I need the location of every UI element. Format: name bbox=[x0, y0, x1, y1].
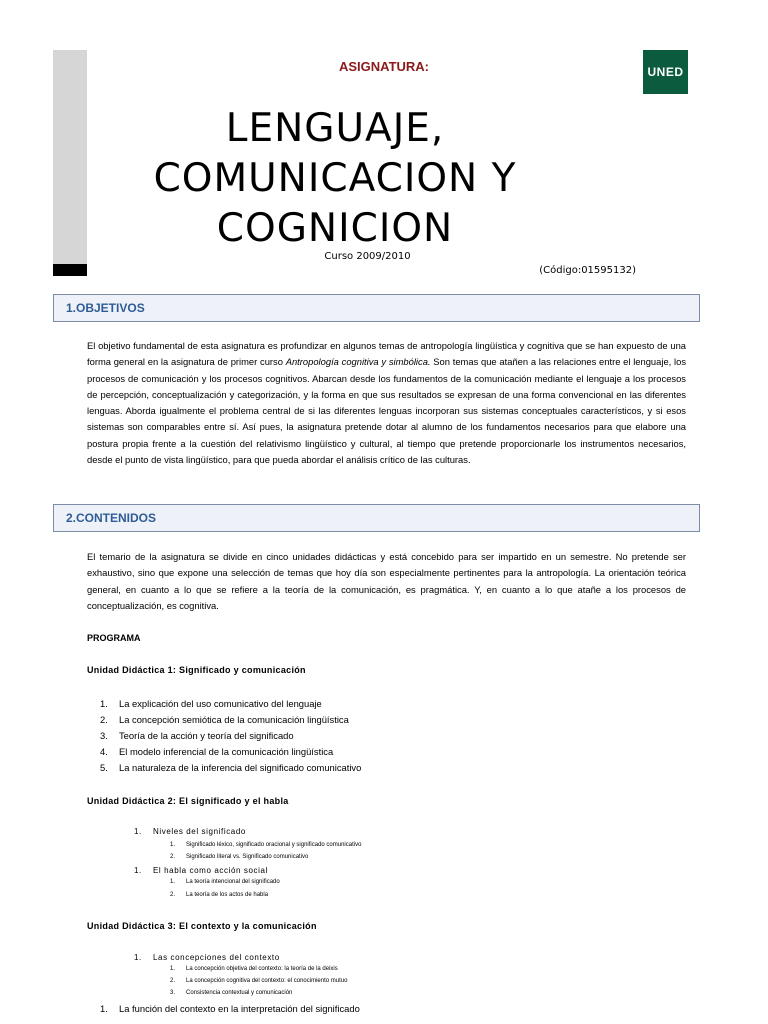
title-line: LENGUAJE, bbox=[225, 106, 445, 151]
unit-1-list bbox=[100, 696, 361, 776]
sub-list-item: 2. La teoría de los actos de habla bbox=[170, 892, 269, 898]
list-item-text: La concepción objetiva del contexto: la teoría de la deixis bbox=[186, 966, 338, 972]
list-item-text: La teoría de los actos de habla bbox=[186, 892, 269, 898]
course-title bbox=[150, 104, 520, 254]
list-item-text: La teoría intencional del significado bbox=[186, 879, 280, 885]
list-item-text: La naturaleza de la inferencia del significado comunicativo bbox=[119, 762, 362, 773]
unit-2-title: Unidad Didáctica 2: El significado y el habla bbox=[87, 796, 289, 806]
sub-list-item: 2. Significado literal vs. Significado comunicativo bbox=[170, 854, 309, 860]
decorative-black-bar bbox=[53, 264, 87, 276]
list-item-text: Consistencia contextual y comunicación bbox=[186, 990, 293, 996]
asignatura-label: ASIGNATURA: bbox=[338, 59, 430, 74]
sub-list-item: 1. La concepción objetiva del contexto: la teoría de la deixis bbox=[170, 966, 338, 972]
sub-list-item: 2. La concepción cognitiva del contexto: el conocimiento mutuo bbox=[170, 978, 348, 984]
list-item: 1. Niveles del significado bbox=[134, 827, 246, 836]
list-item-text: Niveles del significado bbox=[153, 827, 246, 836]
programa-heading: PROGRAMA bbox=[87, 633, 141, 643]
sub-list-item: 1. Significado léxico, significado oracional y significado comunicativo bbox=[170, 842, 362, 848]
list-item-text: La concepción cognitiva del contexto: el conocimiento mutuo bbox=[186, 978, 348, 984]
list-item-text: La explicación del uso comunicativo del lenguaje bbox=[119, 698, 322, 709]
list-item: 1. El habla como acción social bbox=[134, 866, 268, 875]
paragraph-text: Son temas que atañen a las relaciones entre el lenguaje, los procesos de comunicación y los procesos cognitivos. Abarcan desde los fundamentos de la comunicación mediante el lenguaje a los procesos de percepción, conceptualización y categorización, y la forma en que sus resultados se expresan de una forma convencional en las diferentes lenguas. Aborda igualmente el problema central de si las diferentes lenguas incorporan sus sistemas conceptuales característicos, y si esos sistemas son comparables entre sí. Así pues, la asignatura pretende dotar al alumno de los fundamentos necesarios para que elabore una postura propia frente a la cuestión del relativismo lingüístico y cultural, al tiempo que pretende proporcionarle los instrumentos necesarios, desde el punto de vista lingüístico, para que pueda abordar el análisis crítico de las culturas. bbox=[87, 356, 687, 466]
section-heading-contenidos: 2.CONTENIDOS bbox=[53, 504, 700, 532]
list-item-text: El modelo inferencial de la comunicación lingüística bbox=[119, 746, 334, 757]
title-line: COMUNICACION Y bbox=[153, 156, 517, 201]
contenidos-paragraph: El temario de la asignatura se divide en cinco unidades didácticas y está concebido para ser impartido en un semestre. No pretende ser exhaustivo, sino que expone una selección de temas que hoy día son especialmente pertinentes para la antropología. La orientación teórica general, en cuanto a lo que se refiere a la teoría de la comunicación, es pragmática. Y, en cuanto a lo que atañe a los procesos de conceptualización, es cognitiva. bbox=[87, 551, 686, 611]
course-code: (Código:01595132) bbox=[539, 265, 636, 276]
objetivos-paragraph bbox=[87, 338, 686, 468]
list-item: 1. La explicación del uso comunicativo del lenguaje bbox=[100, 698, 322, 709]
list-item-text: Teoría de la acción y teoría del significado bbox=[119, 730, 294, 741]
paragraph-text: El objetivo fundamental de esta asignatura es profundizar en algunos temas de antropología lingüística y cognitiva que se han expuesto de una forma general en la asignatura de primer curso bbox=[87, 340, 686, 368]
list-item: 1. La función del contexto en la interpretación del significado bbox=[100, 1003, 360, 1014]
section-heading-objetivos: 1.OBJETIVOS bbox=[53, 294, 700, 322]
sub-list-item: 3. Consistencia contextual y comunicación bbox=[170, 990, 293, 996]
course-year: Curso 2009/2010 bbox=[324, 251, 411, 262]
unit-3-title: Unidad Didáctica 3: El contexto y la comunicación bbox=[87, 921, 317, 931]
list-item-text: La concepción semiótica de la comunicación lingüística bbox=[119, 714, 349, 725]
unit-1-title: Unidad Didáctica 1: Significado y comunicación bbox=[87, 665, 306, 675]
title-line: COGNICION bbox=[216, 206, 454, 251]
list-item: 3. Teoría de la acción y teoría del significado bbox=[100, 730, 294, 741]
list-item-text: La función del contexto en la interpretación del significado bbox=[119, 1003, 360, 1014]
list-item: 1. Las concepciones del contexto bbox=[134, 953, 280, 962]
decorative-grey-bar bbox=[53, 50, 87, 265]
list-item: 4. El modelo inferencial de la comunicación lingüística bbox=[100, 746, 334, 757]
list-item: 2. La concepción semiótica de la comunicación lingüística bbox=[100, 714, 349, 725]
sub-list-item: 1. La teoría intencional del significado bbox=[170, 879, 280, 885]
uned-logo: UNED bbox=[643, 50, 688, 94]
list-item-text: Las concepciones del contexto bbox=[153, 953, 280, 962]
list-item: 5. La naturaleza de la inferencia del significado comunicativo bbox=[100, 762, 362, 773]
emphasis-text: Antropología cognitiva y simbólica. bbox=[285, 356, 431, 368]
unit-3-list bbox=[100, 1001, 360, 1017]
list-item-text: Significado léxico, significado oracional y significado comunicativo bbox=[186, 842, 362, 848]
list-item-text: Significado literal vs. Significado comunicativo bbox=[186, 854, 309, 860]
list-item-text: El habla como acción social bbox=[153, 866, 268, 875]
